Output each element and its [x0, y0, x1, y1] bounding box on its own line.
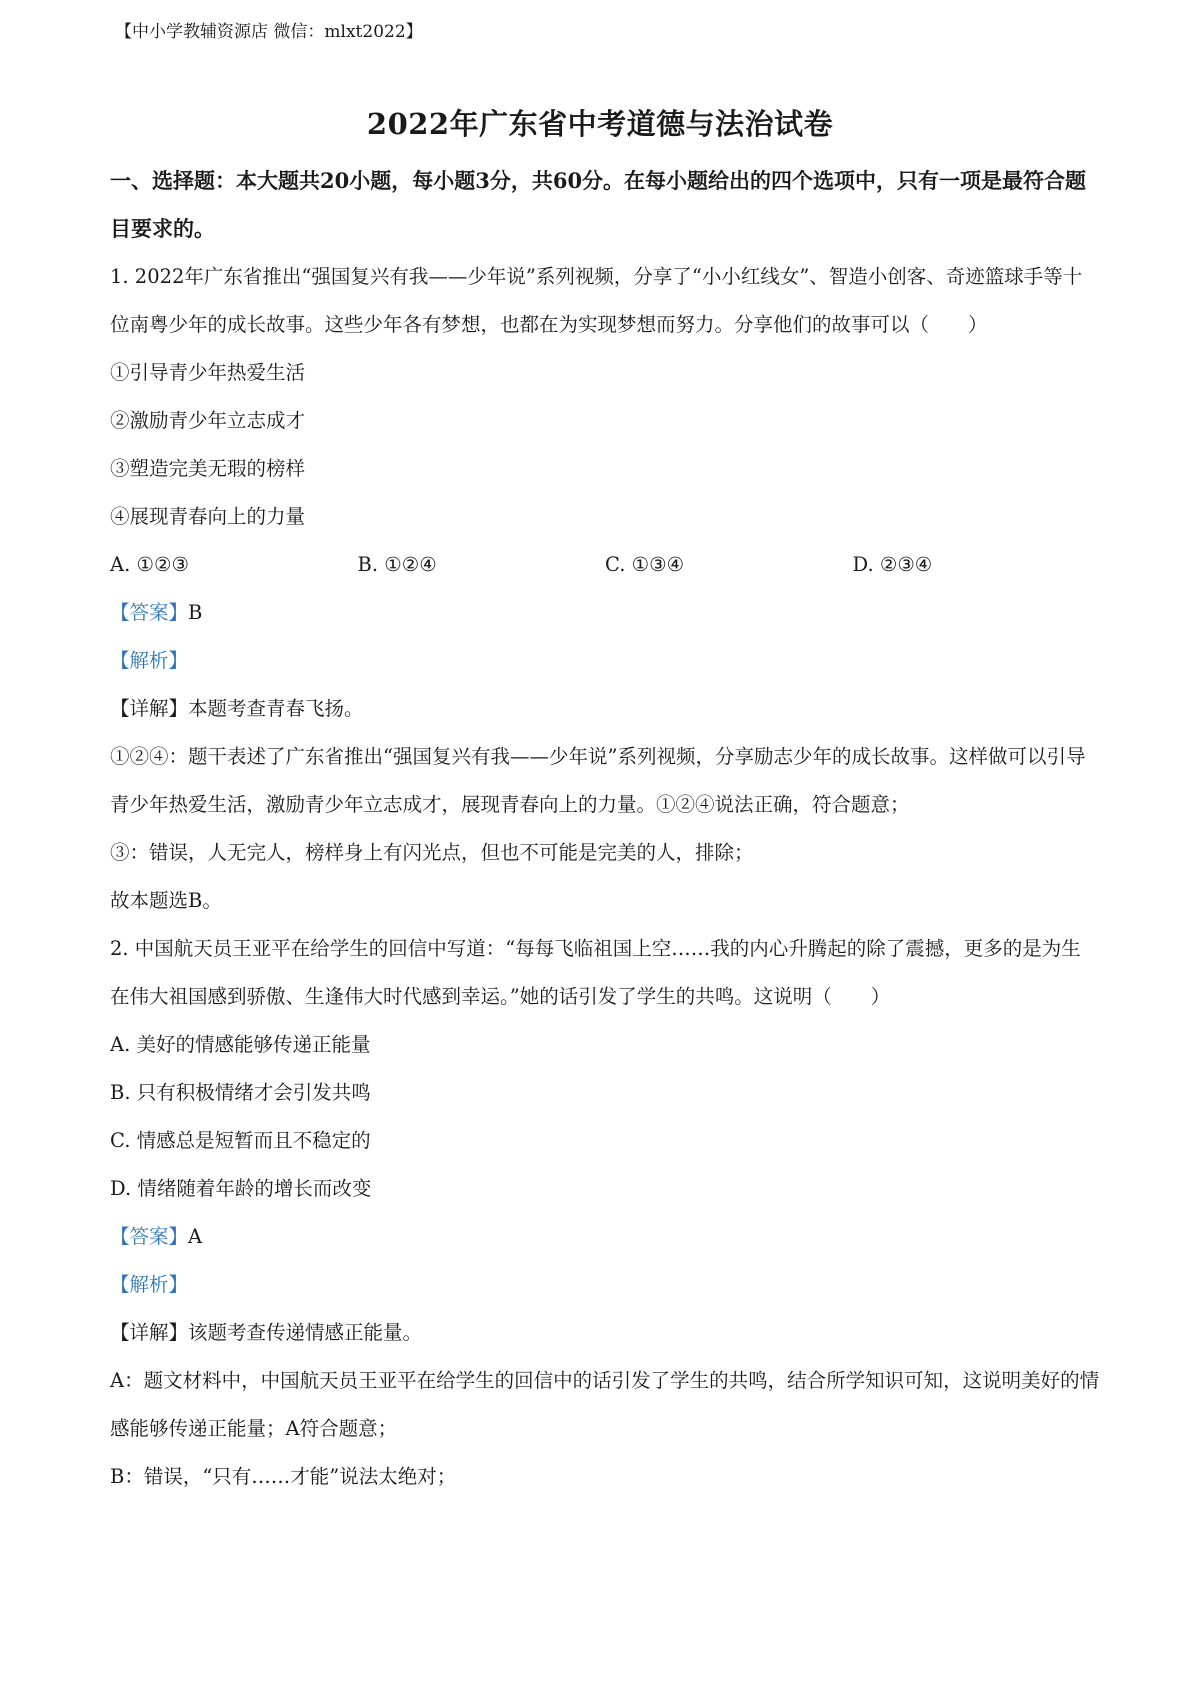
question-1 [110, 253, 1100, 925]
explanation-paragraph: ①②④：题干表述了广东省推出“强国复兴有我——少年说”系列视频，分享励志少年的成长故事。这样做可以引导青少年热爱生活，激励青少年立志成才，展现青春向上的力量。①②④说法正确，符合题意； [110, 745, 1086, 816]
option-a: A. 美好的情感能够传递正能量 [110, 1033, 371, 1056]
explanation-paragraph: 故本题选B。 [110, 889, 222, 912]
page-title: 2022年广东省中考道德与法治试卷 [366, 107, 834, 141]
detail-line: 【详解】本题考查青春飞扬。 [110, 697, 364, 720]
question-2 [110, 925, 1100, 1501]
answer-value: B [188, 601, 203, 624]
option-b: B. ①②④ [357, 553, 437, 576]
option-c: C. 情感总是短暂而且不稳定的 [110, 1129, 371, 1152]
statement-item: ①引导青少年热爱生活 [110, 361, 306, 384]
answer-tag: 【答案】 [110, 601, 189, 624]
header-note: 【中小学教辅资源店 微信：mlxt2022】 [115, 22, 423, 42]
option-a: A. ①②③ [110, 553, 189, 576]
section-heading: 一、选择题：本大题共20小题，每小题3分，共60分。在每小题给出的四个选项中，只有一项是最符合题目要求的。 [110, 168, 1087, 241]
explanation-paragraph: B：错误，“只有……才能”说法太绝对； [110, 1465, 457, 1488]
explanation-paragraph: ③：错误，人无完人，榜样身上有闪光点，但也不可能是完美的人，排除； [110, 841, 754, 864]
option-b: B. 只有积极情绪才会引发共鸣 [110, 1081, 371, 1104]
answer-line [110, 1213, 1100, 1261]
analysis-tag: 【解析】 [110, 649, 189, 672]
statement-item: ③塑造完美无瑕的榜样 [110, 457, 306, 480]
answer-tag: 【答案】 [110, 1225, 189, 1248]
analysis-tag: 【解析】 [110, 1273, 189, 1296]
answer-value: A [188, 1225, 203, 1248]
option-c: C. ①③④ [605, 553, 685, 576]
answer-line [110, 589, 1100, 637]
question-stem: 1. 2022年广东省推出“强国复兴有我——少年说”系列视频，分享了“小小红线女”、智造小创客、奇迹篮球手等十位南粤少年的成长故事。这些少年各有梦想，也都在为实现梦想而努力。分享他们的故事可以（ ） [110, 265, 1083, 336]
document-body [110, 157, 1100, 1501]
answer-options [110, 541, 1100, 589]
explanation-paragraph: A：题文材料中，中国航天员王亚平在给学生的回信中的话引发了学生的共鸣，结合所学知识可知，这说明美好的情感能够传递正能量；A符合题意； [110, 1369, 1100, 1440]
question-stem: 2. 中国航天员王亚平在给学生的回信中写道：“每每飞临祖国上空……我的内心升腾起的除了震撼，更多的是为生在伟大祖国感到骄傲、生逢伟大时代感到幸运。”她的话引发了学生的共鸣。这说明（ ） [110, 937, 1081, 1008]
statement-item: ④展现青春向上的力量 [110, 505, 306, 528]
statement-item: ②激励青少年立志成才 [110, 409, 306, 432]
option-d: D. ②③④ [852, 553, 933, 576]
detail-line: 【详解】该题考查传递情感正能量。 [110, 1321, 423, 1344]
option-d: D. 情绪随着年龄的增长而改变 [110, 1177, 372, 1200]
